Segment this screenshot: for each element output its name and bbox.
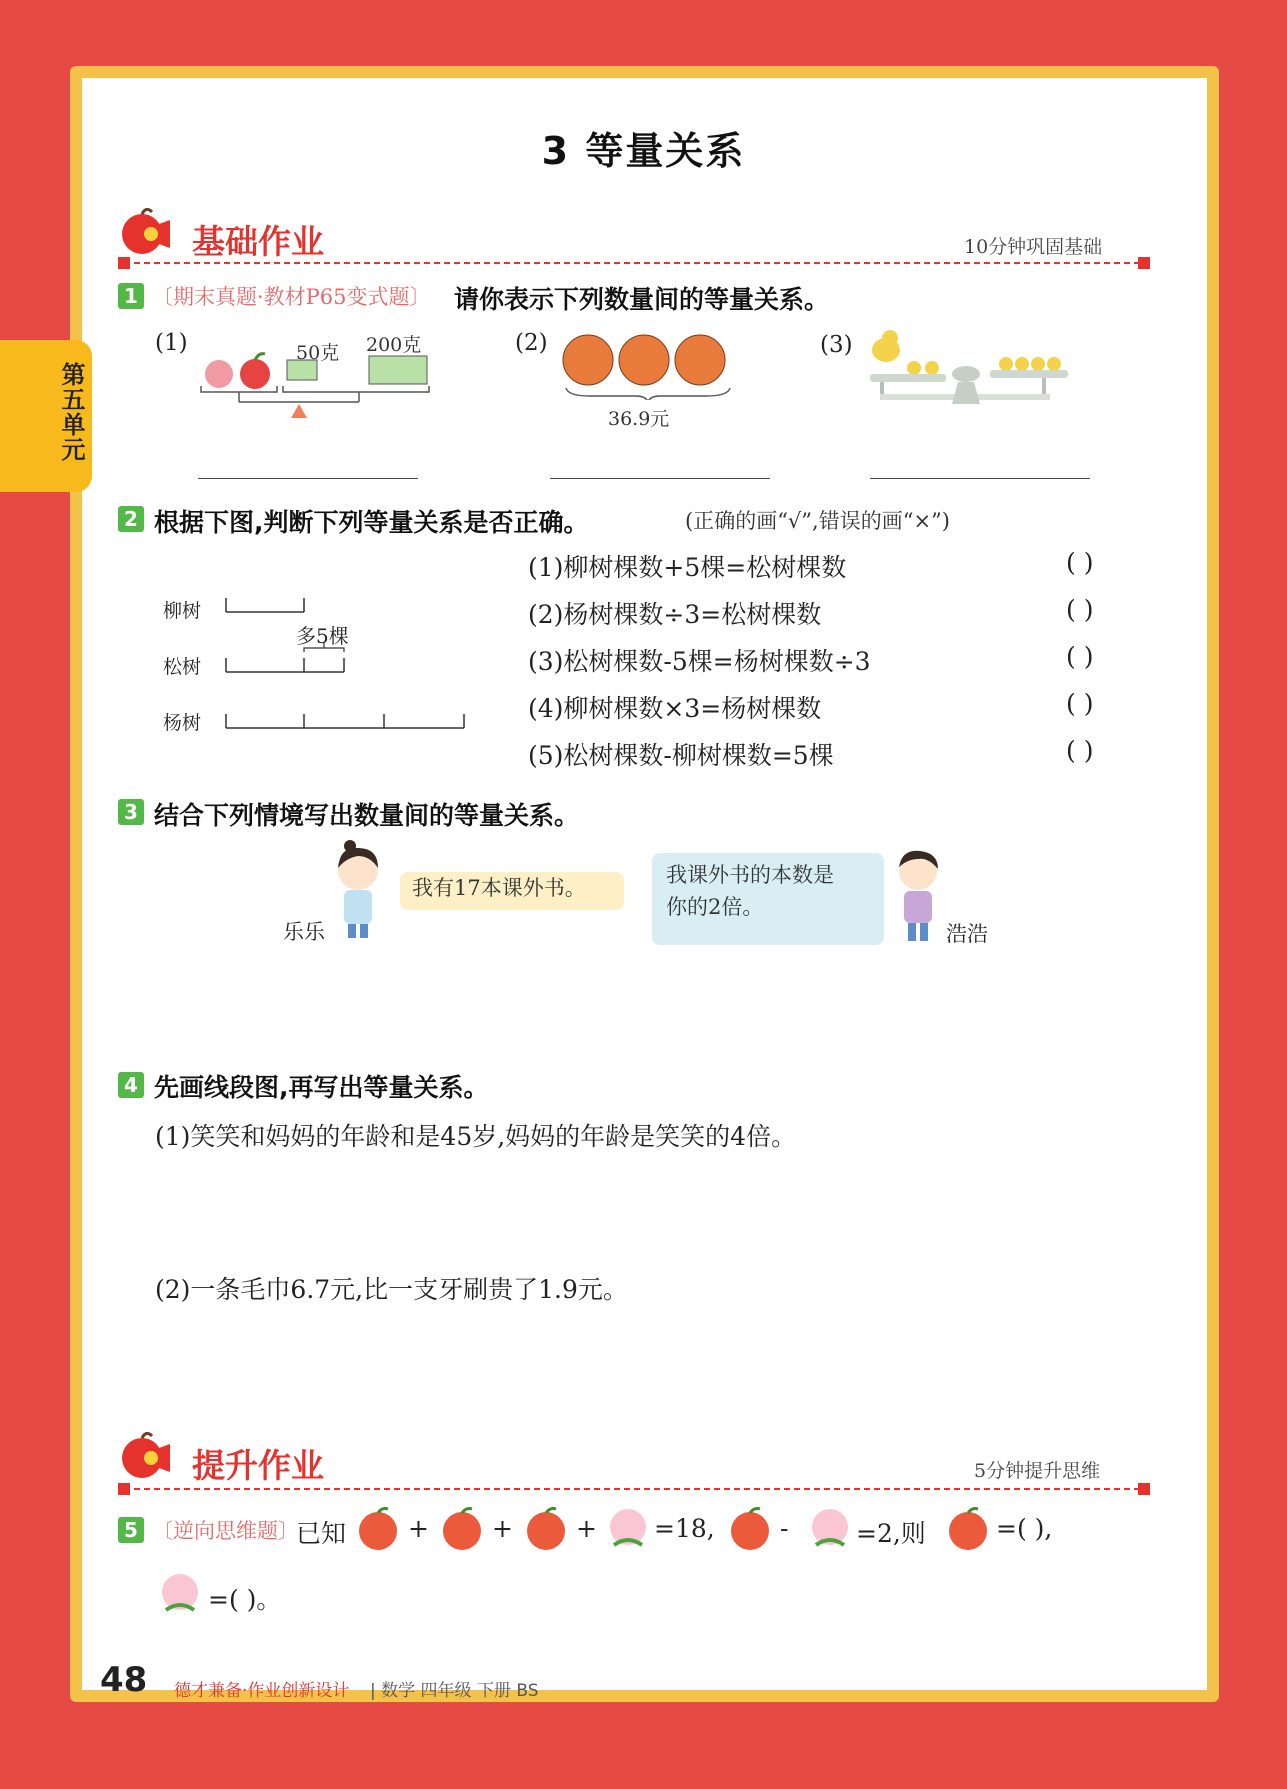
section-divider-advanced — [124, 1488, 1140, 1490]
q2-paren-1[interactable]: ( ) — [1066, 548, 1094, 577]
q4-part-2: (2)一条毛巾6.7元,比一支牙刷贵了1.9元。 — [155, 1275, 628, 1304]
question-text-2: 根据下图,判断下列等量关系是否正确。 — [154, 508, 589, 537]
apple-icon — [520, 1507, 572, 1551]
q5-minus: - — [780, 1514, 789, 1543]
question-number-5: 5 — [118, 1517, 144, 1543]
divider-end-right — [1138, 257, 1150, 269]
section-title-basic: 基础作业 — [192, 222, 324, 261]
page-number: 48 — [100, 1660, 148, 1700]
name-haohao: 浩浩 — [946, 922, 988, 946]
diagram-row-poplar: 杨树 — [163, 712, 202, 734]
answer-line-2[interactable] — [550, 478, 770, 479]
divider-end-left-2 — [118, 1483, 130, 1495]
question-tag-5: 〔逆向思维题〕 — [152, 1519, 299, 1543]
speech-bubble-haohao — [652, 853, 884, 945]
apple-icon — [436, 1507, 488, 1551]
q2-paren-5[interactable]: ( ) — [1066, 736, 1094, 765]
weight-200g-label: 200克 — [366, 334, 422, 356]
diagram-more-label: 多5棵 — [296, 624, 349, 648]
peach-icon — [604, 1505, 652, 1553]
q2-paren-3[interactable]: ( ) — [1066, 642, 1094, 671]
q4-part-1: (1)笑笑和妈妈的年龄和是45岁,妈妈的年龄是笑笑的4倍。 — [155, 1122, 797, 1151]
q5-lead: 已知 — [296, 1519, 347, 1548]
answer-line-3[interactable] — [870, 478, 1090, 479]
basketball-price: 36.9元 — [608, 408, 670, 430]
peach-icon — [156, 1570, 204, 1618]
speech-bubble-lele — [400, 872, 624, 910]
question-text-1: 请你表示下列数量间的等量关系。 — [454, 285, 830, 314]
unit-tab-label: 第五单元 — [57, 362, 85, 462]
peach-icon — [806, 1505, 854, 1553]
speech-text-haohao-2: 你的2倍。 — [666, 895, 764, 919]
question-number-1: 1 — [118, 283, 144, 309]
diagram-row-pine: 松树 — [163, 656, 202, 678]
question-hint-2: (正确的画“√”,错误的画“×”) — [685, 509, 950, 533]
question-text-3: 结合下列情境写出数量间的等量关系。 — [154, 801, 580, 830]
page-title: 3 等量关系 — [541, 129, 746, 173]
weight-50g-label: 50克 — [296, 342, 340, 364]
girl-lele-illustration — [322, 840, 398, 940]
q5-plus-2: + — [492, 1514, 513, 1543]
q5-eq-2: =2,则 — [856, 1519, 926, 1548]
q2-paren-2[interactable]: ( ) — [1066, 595, 1094, 624]
q5-eq-18: =18, — [654, 1514, 715, 1543]
question-number-2: 2 — [118, 506, 144, 532]
apple-icon — [942, 1507, 994, 1551]
section-title-advanced: 提升作业 — [192, 1446, 324, 1485]
question-tag-1: 〔期末真题·教材P65变式题〕 — [152, 285, 431, 309]
footer-brand: 德才兼备·作业创新设计 — [174, 1681, 350, 1701]
q2-item-5: (5)松树棵数-柳树棵数=5棵 — [528, 741, 834, 770]
question-text-4: 先画线段图,再写出等量关系。 — [154, 1073, 489, 1102]
chick-balance-illustration — [866, 328, 1072, 414]
divider-end-right-2 — [1138, 1483, 1150, 1495]
apple-icon — [724, 1507, 776, 1551]
q2-paren-4[interactable]: ( ) — [1066, 689, 1094, 718]
q2-item-1: (1)柳树棵数+5棵=松树棵数 — [528, 553, 847, 582]
q2-item-3: (3)松树棵数-5棵=杨树棵数÷3 — [528, 647, 871, 676]
speech-text-haohao-1: 我课外书的本数是 — [666, 863, 834, 887]
q1-part3-label: (3) — [820, 332, 853, 358]
footer-subject: | 数学 四年级 下册 BS — [370, 1681, 539, 1701]
q2-item-4: (4)柳树棵数×3=杨树棵数 — [528, 694, 822, 723]
q1-part2-label: (2) — [515, 330, 548, 356]
q5-answer-apple[interactable]: =( ), — [996, 1514, 1053, 1543]
speech-text-lele: 我有17本课外书。 — [412, 876, 586, 900]
apple-mascot-icon — [118, 208, 180, 260]
question-number-3: 3 — [118, 799, 144, 825]
apple-mascot-icon-2 — [118, 1432, 180, 1484]
section-note-basic: 10分钟巩固基础 — [964, 236, 1103, 258]
q5-plus-1: + — [408, 1514, 429, 1543]
line-segment-diagram — [220, 592, 470, 732]
divider-end-left — [118, 257, 130, 269]
basketballs-illustration — [560, 330, 735, 400]
question-number-4: 4 — [118, 1072, 144, 1098]
q2-item-2: (2)杨树棵数÷3=松树棵数 — [528, 600, 822, 629]
section-note-advanced: 5分钟提升思维 — [974, 1460, 1101, 1482]
boy-haohao-illustration — [888, 845, 948, 945]
section-divider-basic — [124, 262, 1140, 264]
q1-part1-label: (1) — [155, 330, 188, 356]
apple-icon — [352, 1507, 404, 1551]
q5-answer-peach[interactable]: =( )。 — [208, 1585, 282, 1614]
unit-tab — [0, 340, 92, 492]
q5-plus-3: + — [576, 1514, 597, 1543]
name-lele: 乐乐 — [283, 920, 325, 944]
answer-line-1[interactable] — [198, 478, 418, 479]
diagram-row-willow: 柳树 — [163, 600, 202, 622]
